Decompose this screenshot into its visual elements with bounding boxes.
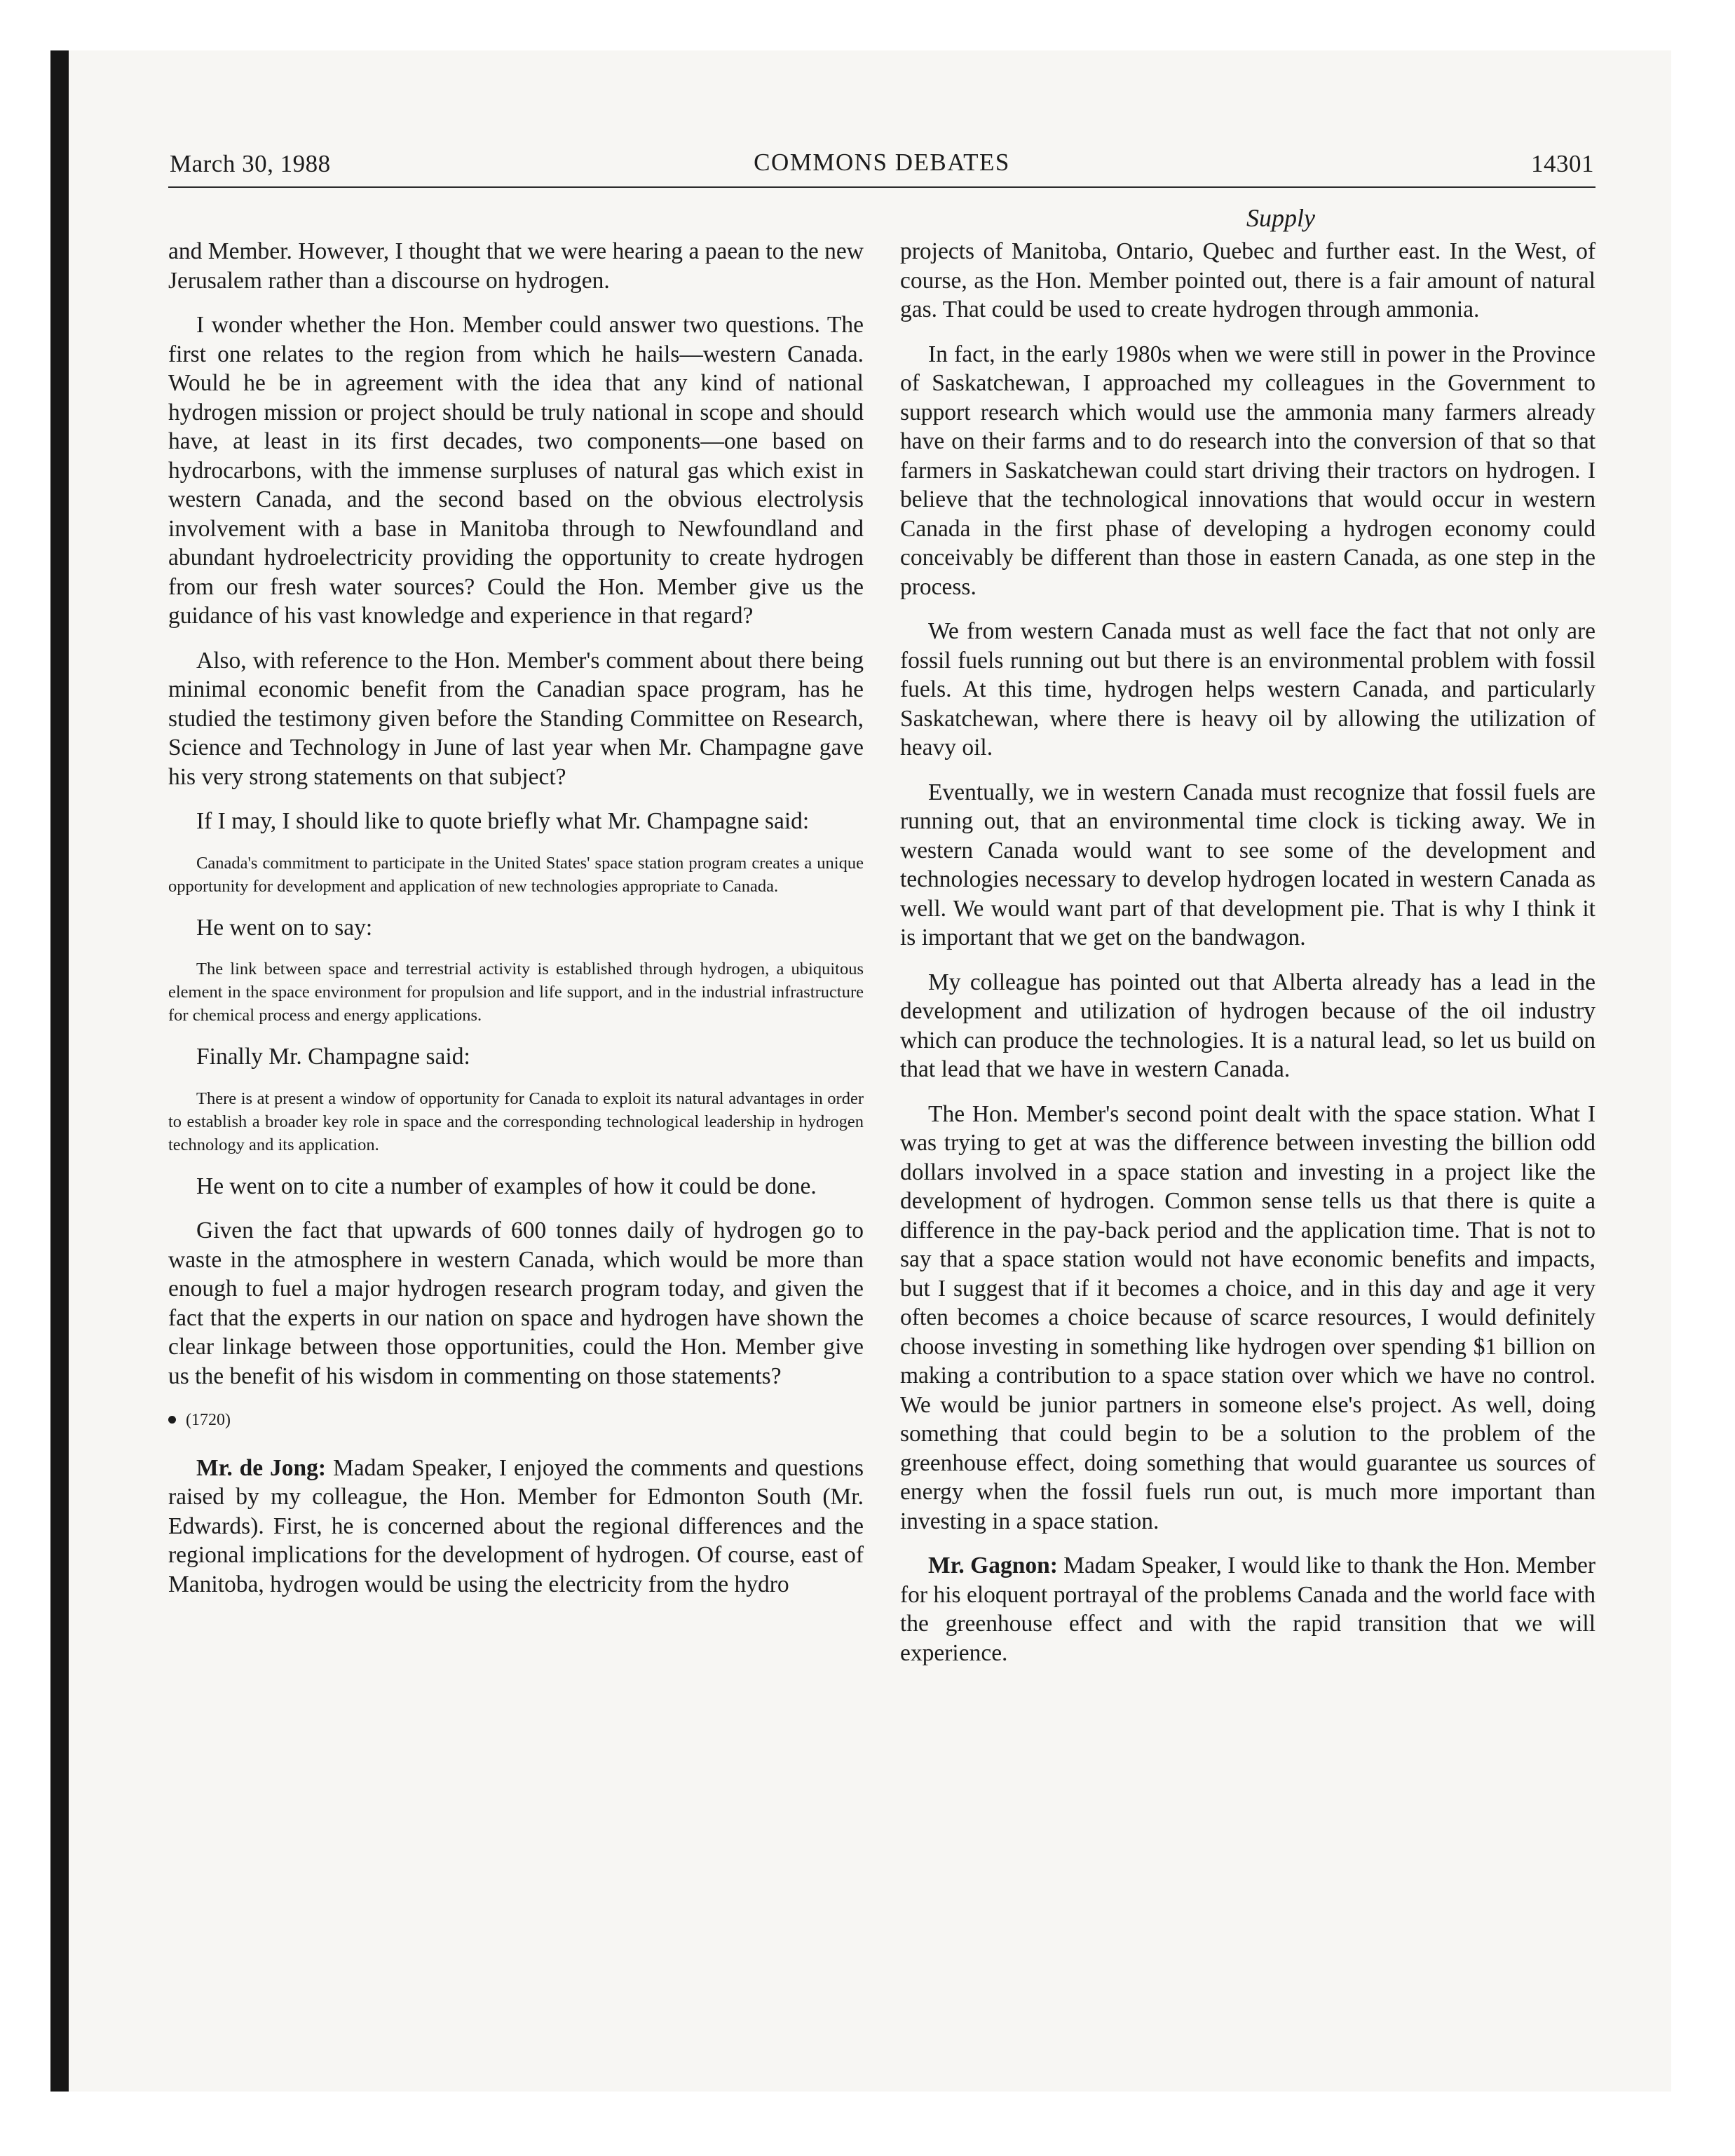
paragraph: If I may, I should like to quote briefly what Mr. Champagne said:	[196, 808, 810, 834]
paragraph: Eventually, we in western Canada must recognize that fossil fuels are running out, that an environmental time clock is ticking away. We in western Canada would want to see some of the development and technologies necessary to develop hydrogen located in western Canada as well. We would want part of that development pie. That is why I think it is important that we get on the bandwagon.	[900, 779, 1595, 950]
block-quote: The link between space and terrestrial activity is established through hydrogen, a ubiquitous element in the space environment for propulsion and life support, and in the industrial infrastructure for chemical process and energy applications.	[168, 960, 864, 1025]
time-marker	[168, 1406, 864, 1435]
right-column	[900, 237, 1595, 1683]
block-quote: There is at present a window of opportunity for Canada to exploit its natural advantages in order to establish a broader key role in space and the corresponding technological leadership in hydrogen technology and its application.	[168, 1089, 864, 1154]
speech-paragraph	[168, 1454, 864, 1599]
paragraph: Given the fact that upwards of 600 tonnes daily of hydrogen go to waste in the atmosphere in western Canada, which would be more than enough to fuel a major hydrogen research program today, and given the fact that the experts in our nation on space and hydrogen have shown the clear linkage between those opportunities, could the Hon. Member give us the benefit of his wisdom in commenting on those statements?	[168, 1217, 864, 1389]
bullet-icon	[168, 1416, 176, 1424]
paragraph: and Member. However, I thought that we were hearing a paean to the new Jerusalem rather than a discourse on hydrogen.	[168, 238, 864, 294]
document-page	[168, 146, 1596, 1666]
speaker-name: Mr. de Jong:	[196, 1454, 327, 1481]
paragraph: I wonder whether the Hon. Member could answer two questions. The first one relates to the region from which he hails—western Canada. Would he be in agreement with the idea that any kind of national hydrogen mission or project should be truly national in scope and should have, at least in its first decades, two components—one based on hydrocarbons, with the immense surpluses of natural gas which exist in western Canada, and the second based on the obvious electrolysis involvement with a base in Manitoba through to Newfoundland and abundant hydroelectricity providing the opportunity to create hydrogen from our fresh water sources? Could the Hon. Member give us the guidance of his vast knowledge and experience in that regard?	[168, 312, 864, 629]
page-header	[168, 146, 1595, 182]
paragraph: My colleague has pointed out that Alberta already has a lead in the development and utilization of hydrogen because of the oil industry which can produce the technologies. It is a natural lead, so let us build on that lead that we have in western Canada.	[900, 969, 1595, 1082]
header-date: March 30, 1988	[170, 150, 331, 177]
paragraph: Also, with reference to the Hon. Member's comment about there being minimal economic benefit from the Canadian space program, has he studied the testimony given before the Standing Committee on Research, Science and Technology in June of last year when Mr. Champagne gave his very strong statements on that subject?	[168, 647, 864, 790]
paragraph: In fact, in the early 1980s when we were still in power in the Province of Saskatchewan, I approached my colleagues in the Government to support research which would use the ammonia many farmers already have on their farms and to do research into the conversion of that so that farmers in Saskatchewan could start driving their tractors on hydrogen. I believe that the technological innovations that would occur in western Canada in the first phase of developing a hydrogen economy could conceivably be different than those in eastern Canada, as one step in the process.	[900, 341, 1595, 600]
paragraph: The Hon. Member's second point dealt with the space station. What I was trying to get at was the difference between investing the billion odd dollars involved in a space station and investing in a project like the development of hydrogen. Common sense tells us that there is quite a difference in the pay-back period and the application time. That is not to say that a space station would not have economic benefits and impacts, but I suggest that if it becomes a choice, and in this day and age it very often becomes a choice because of scarce resources, I would definitely choose investing in something like hydrogen over spending $1 billion on making a contribution to a space station over which we have no control. We would be junior partners in someone else's project. As well, doing something that could begin to be a solution to the problem of the greenhouse effect, doing something that would guarantee us sources of energy when the fossil fuels run out, is much more important than investing in a space station.	[900, 1100, 1595, 1534]
section-label: Supply	[1246, 204, 1315, 232]
paragraph: He went on to cite a number of examples of how it could be done.	[196, 1173, 817, 1199]
header-rule	[168, 186, 1595, 188]
header-page-number: 14301	[1531, 150, 1594, 177]
speech-paragraph	[900, 1551, 1595, 1667]
left-column	[168, 237, 864, 1614]
speech-text: Madam Speaker, I would like to thank the Hon. Member for his eloquent portrayal of the problems Canada and the world face with the greenhouse effect and with the rapid transition that we will experience.	[900, 1553, 1596, 1666]
paragraph: He went on to say:	[196, 914, 373, 941]
paragraph: We from western Canada must as well face the fact that not only are fossil fuels running out but there is an environmental problem with fossil fuels. At this time, hydrogen helps western Canada, and particularly Saskatchewan, where there is heavy oil by allowing the utilization of heavy oil.	[900, 618, 1595, 760]
block-quote: Canada's commitment to participate in the United States' space station program creates a unique opportunity for development and application of new technologies appropriate to Canada.	[168, 853, 864, 896]
paragraph: Finally Mr. Champagne said:	[196, 1044, 470, 1070]
paragraph: projects of Manitoba, Ontario, Quebec and further east. In the West, of course, as the Hon. Member pointed out, there is a fair amount of natural gas. That could be used to create hydrogen through ammonia.	[900, 238, 1595, 322]
timestamp: (1720)	[186, 1411, 231, 1429]
header-title: COMMONS DEBATES	[754, 149, 1010, 176]
speech-text: Madam Speaker, I enjoyed the comments and questions raised by my colleague, the Hon. Member for Edmonton South (Mr. Edwards). First, he is concerned about the regional differences and the regional implications for the development of hydrogen. Of course, east of Manitoba, hydrogen would be using the electricity from the hydro	[168, 1454, 864, 1597]
speaker-name: Mr. Gagnon:	[928, 1553, 1058, 1578]
